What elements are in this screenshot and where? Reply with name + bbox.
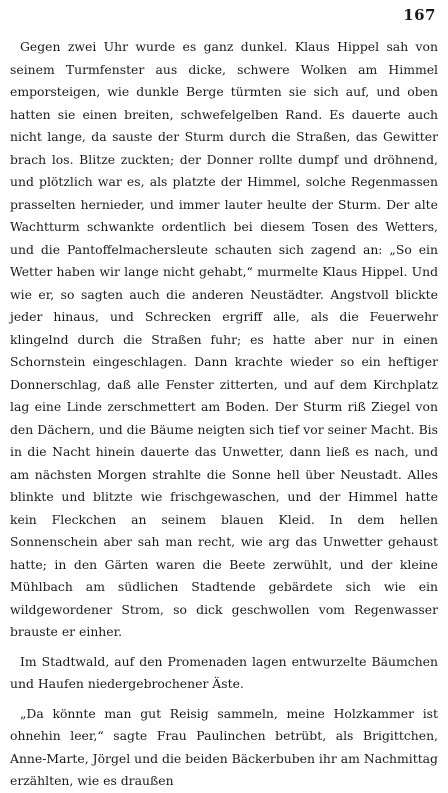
paragraph-stadtwald: Im Stadtwald, auf den Promenaden lagen entwurzelte Bäumchen und Haufen niedergebrochener Äste. <box>10 653 438 691</box>
paragraph-storm: Gegen zwei Uhr wurde es ganz dunkel. Klaus Hippel sah von seinem Turmfenster aus dicke, schwere Wolken am Himmel emporsteigen, wie dunkle Berge türmten sie sich auf, und oben hatten sie einen breiten, schwefelgelben Rand. Es dauerte auch nicht lange, da sauste der Sturm durch die Straßen, das Gewitter brach los. Blitze zuckten; der Donner rollte dumpf und dröhnend, und plötzlich war es, als platzte der Himmel, solche Regenmassen prasselten hernieder, und immer lauter heulte der Sturm. Der alte Wachtturm schwankte ordentlich bei diesem Tosen des Wetters, und die Pantoffelmachersleute schauten sich zagend an: „So ein Wetter haben wir lange nicht gehabt,“ murmelte Klaus Hippel. Und wie er, so sagten auch die anderen Neustädter. Angstvoll blickte jeder hinaus, und Schrecken ergriff alle, als die Feuerwehr klingelnd durch die Straßen fuhr; es hatte aber nur in einen Schornstein eingeschlagen. Dann krachte wieder so ein heftiger Donnerschlag, daß alle Fenster zitterten, und auf dem Kirchplatz lag eine Linde zerschmettert am Boden. Der Sturm riß Ziegel von den Dächern, und die Bäume neigten sich tief vor seiner Macht. Bis in die Nacht hinein dauerte das Unwetter, dann ließ es nach, und am nächsten Morgen strahlte die Sonne hell über Neustadt. Alles blinkte und blitzte wie frischgewaschen, und der Himmel hatte kein Fleckchen an seinem blauen Kleid. In dem hellen Sonnenschein aber sah man recht, wie arg das Unwetter gehaust hatte; in den Gärten waren die Beete zerwühlt, und der kleine Mühlbach am südlichen Stadtende gebärdete sich wie ein wildgewordener Strom, so dick geschwollen vom Regenwasser brauste er einher. <box>10 39 438 639</box>
page-number: 167 <box>403 6 436 24</box>
body-text <box>10 36 438 793</box>
paragraph-reisig: „Da könnte man gut Reisig sammeln, meine Holzkammer ist ohnehin leer,“ sagte Frau Paulinchen betrübt, als Brigittchen, Anne-Marte, Jörgel und die beiden Bäckerbuben ihr am Nachmittag erzählten, wie es draußen <box>10 705 438 788</box>
